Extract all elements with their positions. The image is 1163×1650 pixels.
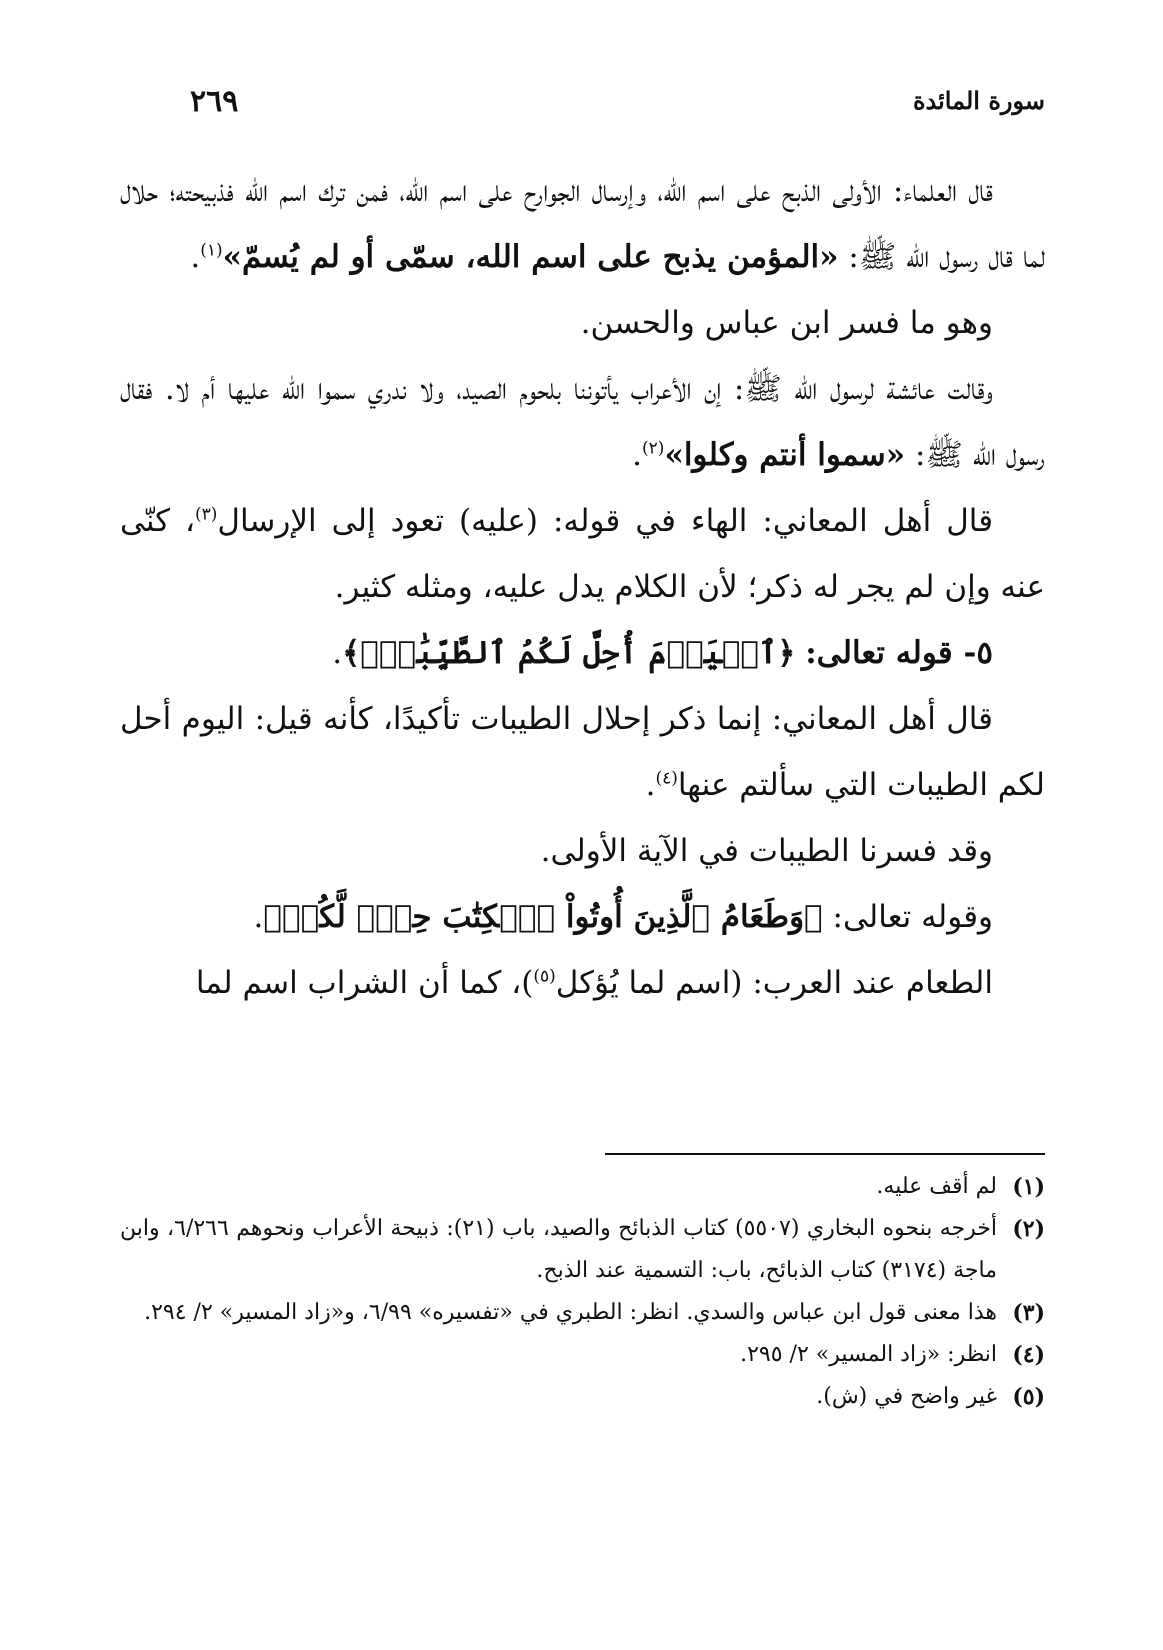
footnote-ref: (٢) bbox=[642, 438, 665, 459]
book-page bbox=[120, 0, 1045, 1650]
footnote-number: (٢) bbox=[1012, 1216, 1045, 1242]
footnote-text: انظر: «زاد المسير» ٢/ ٢٩٥. bbox=[740, 1342, 997, 1367]
quran-verse: ﴿ٱلۡيَوۡمَ أُحِلَّ لَكُمُ ٱلطَّيِّبَٰتُۖ﴾ bbox=[342, 635, 796, 671]
paragraph-text: )، كما أن الشراب اسم لما bbox=[195, 965, 534, 1001]
verse-lead: ٥- قوله تعالى: bbox=[805, 635, 993, 671]
paragraph bbox=[120, 950, 1045, 1016]
paragraph-text: الطعام عند العرب: (اسم لما يُؤكل bbox=[555, 965, 993, 1001]
paragraph bbox=[120, 158, 1045, 290]
footnote-number: (٣) bbox=[1012, 1300, 1045, 1326]
footnote-ref: (٣) bbox=[195, 504, 218, 525]
hadith-quote: «المؤمن يذبح على اسم الله، سمّى أو لم يُسمّ» bbox=[222, 239, 839, 275]
footnote bbox=[120, 1334, 1045, 1376]
paragraph-text: ، كنّى عنه وإن لم يجر له ذكر؛ لأن الكلام يدل عليه، ومثله كثير. bbox=[120, 503, 1045, 605]
punctuation: . bbox=[253, 899, 264, 935]
quran-verse: ﴿وَطَعَامُ ٱلَّذِينَ أُوتُواْ ٱلۡكِتَٰبَ حِلّٞ لَّكُمۡ﴾ bbox=[263, 899, 823, 935]
paragraph-text: قال أهل المعاني: الهاء في قوله: (عليه) تعود إلى الإرسال bbox=[217, 503, 994, 539]
main-text bbox=[120, 158, 1045, 1016]
footnote-number: (١) bbox=[1012, 1174, 1045, 1200]
paragraph: وقد فسرنا الطيبات في الآية الأولى. bbox=[540, 833, 993, 869]
page-number: ٢٦٩ bbox=[190, 84, 239, 119]
paragraph bbox=[120, 686, 1045, 818]
footnote-ref: (١) bbox=[200, 240, 223, 261]
verse-heading bbox=[120, 620, 1045, 686]
paragraph-text: وقالت عائشة لرسول الله ﷺ: إن الأعراب يأتوننا بلحوم الصيد، ولا ندري سموا الله عليها أم لا. فقال رسول الله ﷺ: bbox=[120, 371, 1045, 473]
footnote bbox=[120, 1292, 1045, 1334]
paragraph-text: قال أهل المعاني: إنما ذكر إحلال الطيبات تأكيدًا، كأنه قيل: اليوم أحل لكم الطيبات التي سألتم عنها bbox=[120, 701, 1045, 803]
punctuation: . bbox=[332, 635, 343, 671]
footnote-ref: (٤) bbox=[655, 768, 678, 789]
hadith-quote: «سموا أنتم وكلوا» bbox=[664, 437, 906, 473]
footnote-number: (٥) bbox=[1012, 1384, 1045, 1410]
footnote bbox=[120, 1376, 1045, 1418]
paragraph bbox=[120, 884, 1045, 950]
page-header bbox=[120, 80, 1045, 130]
verse-lead: وقوله تعالى: bbox=[832, 899, 993, 935]
running-title: سورة المائدة bbox=[912, 86, 1045, 115]
punctuation: . bbox=[190, 239, 201, 275]
punctuation: . bbox=[645, 767, 656, 803]
punctuation: . bbox=[632, 437, 643, 473]
paragraph: وهو ما فسر ابن عباس والحسن. bbox=[580, 305, 993, 341]
footnote bbox=[120, 1208, 1045, 1292]
paragraph-text: قال العلماء: الأولى الذبح على اسم الله، وإرسال الجوارح على اسم الله، فمن ترك اسم الله فذبيحته؛ حلال لما قال رسول الله ﷺ: bbox=[120, 173, 1045, 275]
paragraph bbox=[120, 356, 1045, 488]
footnote-text: هذا معنى قول ابن عباس والسدي. انظر: الطبري في «تفسيره» ٦/٩٩، و«زاد المسير» ٢/ ٢٩٤. bbox=[144, 1300, 997, 1325]
footnote-text: لم أقف عليه. bbox=[876, 1174, 997, 1199]
footnote-number: (٤) bbox=[1012, 1342, 1045, 1368]
paragraph bbox=[120, 488, 1045, 620]
footnote-text: غير واضح في (ش). bbox=[816, 1384, 997, 1409]
footnote-ref: (٥) bbox=[533, 966, 556, 987]
footnote-text: أخرجه بنحوه البخاري (٥٥٠٧) كتاب الذبائح والصيد، باب (٢١): ذبيحة الأعراب ونحوهم ٦/٢٦٦، وابن ماجة (٣١٧٤) كتاب الذبائح، باب: التسمية عند الذبح. bbox=[120, 1216, 997, 1283]
footnote bbox=[120, 1166, 1045, 1208]
footnotes bbox=[120, 1166, 1045, 1418]
footnote-separator bbox=[605, 1153, 1045, 1155]
